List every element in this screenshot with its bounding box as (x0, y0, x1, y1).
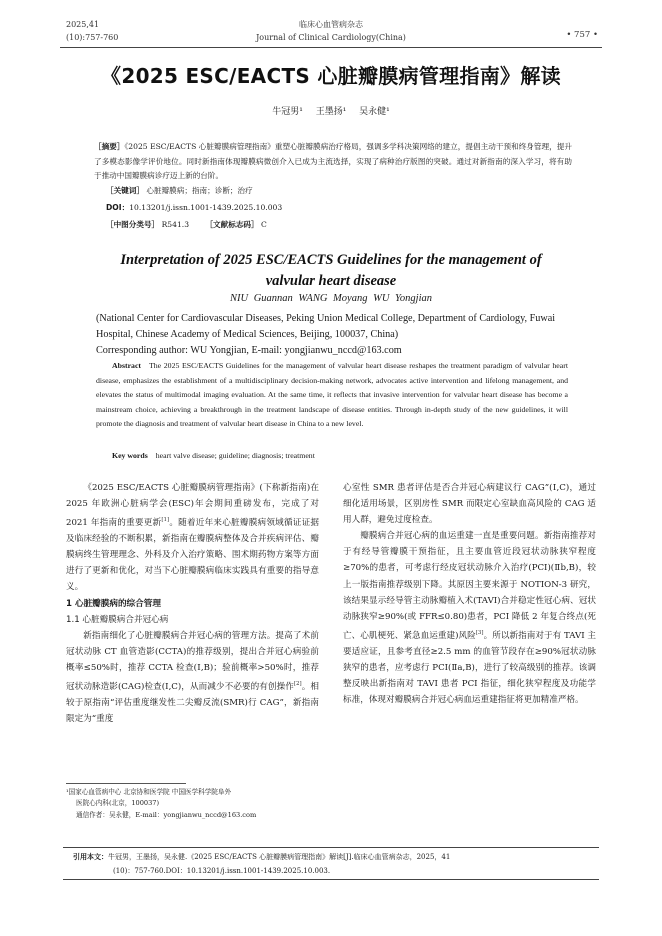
journal-name-en: Journal of Clinical Cardiology(China) (256, 33, 406, 42)
para2-text: 瓣膜病合并冠心病的血运重建一直是重要问题。新指南推荐对于有经导管瓣膜干预指征，且主要血管近段冠状动脉狭窄程度≥70%的患者，可考虑行经皮冠状动脉介入治疗(PCI)(Ⅱb,B)，较上一版指南推荐级别下降。其原因主要来源于 NOTION-3 研究，该结果显示经导管主动脉瓣植入术(TAVI)合并稳定性冠心病、冠状动脉狭窄≥90%(或 FFR≤0.80)患者，PCI 降低 2 年复合终点(死亡、心肌梗死、紧急血运重建)风险 (343, 531, 596, 641)
abstract-cn (94, 140, 572, 184)
title-en-line-2: valvular heart disease (265, 273, 397, 289)
body-paragraph (343, 528, 596, 708)
abstract-label-en: Abstract (112, 361, 142, 370)
authors-cn: 牛冠男¹ 王墨扬¹ 吴永健¹ (272, 107, 390, 117)
keywords-en (112, 451, 315, 460)
citation-label: 引用本文： (73, 853, 108, 861)
footnote-affiliation: ¹国家心血管病中心 北京协和医学院 中国医学科学院阜外 (66, 788, 232, 796)
ref-1[interactable]: [1] (161, 517, 170, 524)
intro-text-2: 。随着近年来心脏瓣膜病领域循证证据及临床经验的不断积累，新指南在瓣膜病整体及合并疾病评估、瓣膜病终生管理理念、外科及介入治疗策略、围术期药物方案等方面进行了更新和优化，对当下心脏瓣膜病临床实践具有重要的指导意义。 (66, 518, 319, 593)
intro-text: 《2025 ESC/EACTS 心脏瓣膜病管理指南》(下称新指南)在 2025 年欧洲心脏病学会(ESC)年会期间重磅发布，完成了对 2021 年指南的重要更新 (66, 483, 319, 529)
body-column-right (343, 480, 596, 708)
section-heading-1: 1 心脏瓣膜病的综合管理 (66, 598, 161, 609)
doi-link[interactable]: 10.13201/j.issn.1001-1439.2025.10.003 (129, 203, 283, 212)
doc-code: C (261, 220, 267, 229)
para2-text-2: 。所以新指南对于有 TAVI 主要适应证，且参考直径≥2.5 mm 的血管节段存在≥90%冠状动脉狭窄的患者，应考虑行 PCI(Ⅱa,B)，进行了较高级别的推荐。该调整反映出新指南对 TAVI 患者 PCI 指征，细化狭窄程度及功能学标准，体现对瓣膜病合并冠心病血运重建指征将更加精准严格。 (343, 630, 597, 706)
classification-line (106, 219, 267, 230)
keywords-text-en: heart valve disease; guideline; diagnosis; treatment (155, 451, 315, 460)
article-title-en (80, 250, 582, 292)
keywords-text-cn: 心脏瓣膜病；指南；诊断；治疗 (146, 186, 253, 195)
year-volume: 2025,41 (66, 20, 100, 29)
title-en-line-1: Interpretation of 2025 ESC/EACTS Guidelines for the management of (120, 252, 542, 268)
keywords-label-cn: ［关键词］ (106, 186, 144, 195)
abstract-text-en: The 2025 ESC/EACTS Guidelines for the management of valvular heart disease reshapes the treatment paradigm of valvular heart disease, emphasizes the establishment of a multidisciplinary decision-making network, advocates active intervention and lifelong management, and elevates the status of multimodal imaging evaluation. At the same time, it reflects that invasive intervention for valvular heart disease has become a mainstream choice, achieving a breakthrough in the treatment landscape of disease entities. Through in-depth study of the new guidelines, it will promote the diagnosis and treatment of valvular heart disease in China to a new level. (96, 361, 568, 429)
clc-label: ［中图分类号］ (106, 220, 160, 229)
running-header (60, 10, 602, 50)
journal-name (60, 18, 602, 44)
body-paragraph-continued: 心室性 SMR 患者评估是否合并冠心病建议行 CAG”(Ⅰ,C)，通过细化适用场景，区别房性 SMR 而限定心室缺血高风险的 CAG 适用人群，避免过度检查。 (343, 483, 596, 526)
footnote-corresponding: 通信作者：吴永健，E-mail：yongjianwu_nccd@163.com (76, 810, 257, 819)
para1-text-2: 。相较于原指南“评估重度继发性二尖瓣反流(SMR)行 CAG”，新指南限定为“重度 (66, 681, 319, 725)
keywords-label-en: Key words (112, 451, 148, 460)
section-heading-1-1: 1.1 心脏瓣膜病合并冠心病 (66, 614, 169, 625)
authors-en: NIU Guannan WANG Moyang WU Yongjian (229, 293, 432, 304)
ref-3[interactable]: [3] (475, 629, 484, 636)
footnote-affiliation-2: 医院心内科(北京，100037) (76, 799, 160, 808)
abstract-en (96, 359, 568, 432)
corresponding-author-en: Corresponding author: WU Yongjian, E-mail: yongjianwu_nccd@163.com (96, 344, 402, 356)
footnote (66, 787, 326, 821)
citation-line-1 (73, 851, 599, 865)
affiliation-block-en (96, 311, 568, 358)
doi-line (106, 202, 282, 213)
citation-text-2: (10)：757-760.DOI：10.13201/j.issn.1001-1439.2025.10.003. (113, 866, 331, 875)
para1-text: 新指南细化了心脏瓣膜病合并冠心病的管理方法。提高了术前冠状动脉 CT 血管造影(CCTA)的推荐级别，提出合并冠心病验前概率≤50%时，推荐 CCTA 检查(Ⅰ,B)；验前概率>50%时，推荐冠状动脉造影(CAG)检查(Ⅰ,C)，从而减少不必要的有创操作 (66, 630, 319, 692)
abstract-label-cn: ［摘要］ (94, 142, 125, 151)
body-paragraph (66, 628, 319, 727)
clc-code: R541.3 (161, 220, 190, 229)
abstract-text-cn: 《2025 ESC/EACTS 心脏瓣膜病管理指南》重塑心脏瓣膜病治疗格局，强调多学科决策网络的建立，提倡主动干预和终身管理，提升了多模态影像学评价地位。同时新指南体现瓣膜病微创介入已成为主流选择，实现了病种治疗版图的突破。通过对新指南的深入学习，将有助于推动中国瓣膜病诊疗迈上新的台阶。 (94, 142, 572, 181)
keywords-cn (106, 185, 253, 196)
intro-paragraph (66, 480, 319, 596)
body-column-left (66, 480, 319, 727)
header-rule (60, 47, 602, 48)
doc-code-label: ［文献标志码］ (205, 220, 259, 229)
issue-pages: (10):757-760 (66, 33, 119, 42)
page-number: • 757 • (566, 30, 598, 40)
citation-box (63, 847, 599, 880)
article-title-cn: 《2025 ESC/EACTS 心脏瓣膜病管理指南》解读 (101, 64, 561, 88)
journal-name-cn: 临床心血管病杂志 (299, 20, 363, 29)
affiliation-en: (National Center for Cardiovascular Diseases, Peking Union Medical College, Department of Cardiology, Fuwai Hospital, Chinese Academy of Medical Sciences, Beijing, 100037, China) (96, 313, 556, 340)
ref-2[interactable]: [2] (293, 680, 302, 687)
footnote-rule (66, 783, 186, 784)
citation-text-1: 牛冠男，王墨扬，吴永健.《2025 ESC/EACTS 心脏瓣膜病管理指南》解读[J].临床心血管病杂志，2025，41 (108, 853, 451, 861)
doi-label: DOI： (106, 203, 130, 212)
